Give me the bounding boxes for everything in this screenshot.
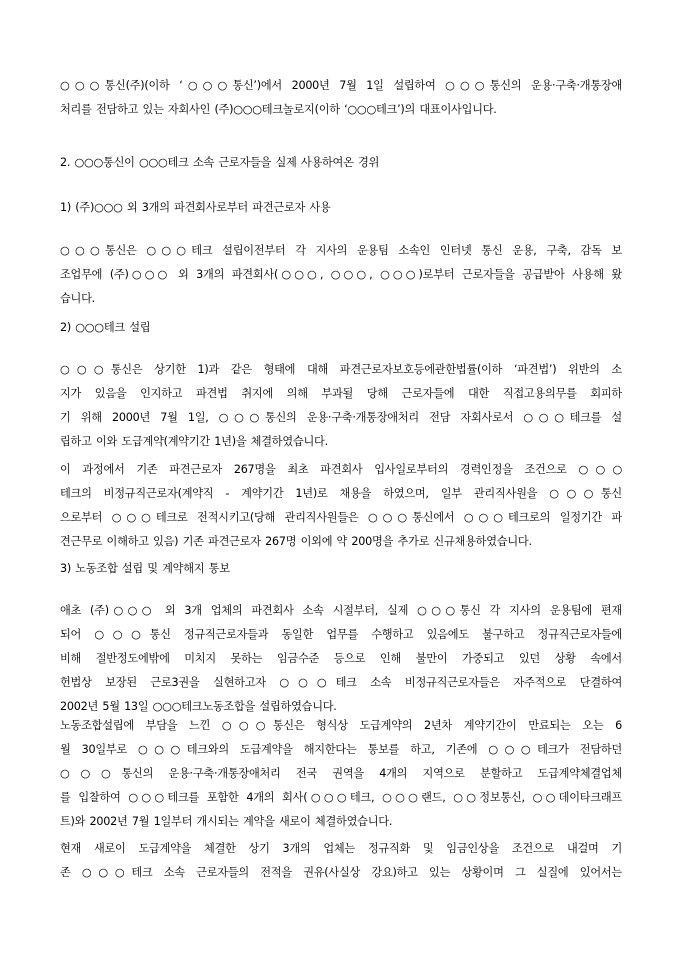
text-line: 트)와 2002년 7월 1일부터 개시되는 계약을 새로이 체결하였습니다. — [60, 815, 393, 828]
text-line: 이 과정에서 기존 파견근로자 267명을 최초 파견회사 입사일로부터의 경력인정을 조건으로 ○○○ — [60, 463, 622, 476]
text-line: 현재 새로이 도급계약을 체결한 상기 3개의 업체는 정규직화 및 임금인상을 조건으로 내걸며 기 — [60, 842, 622, 855]
text-line: 헌법상 보장된 근로3권을 실현하고자 ○○○테크 소속 비정규직근로자들은 자주적으로 단결하여 — [60, 676, 622, 689]
text-line: 존 ○○○테크 소속 근로자들의 전적을 권유(사실상 강요)하고 있는 상황이며 그 실질에 있어서는 — [60, 866, 622, 879]
paragraph-union-establishment — [60, 599, 622, 719]
paragraph-dispatch-usage — [60, 239, 622, 311]
text-line: 를 입찰하여 ○○○테크를 포함한 4개의 회사(○○○테크, ○○○랜드, ○○정보통신, ○○데이타크래프 — [60, 791, 622, 804]
paragraph-contract-termination — [60, 714, 622, 834]
text-line: 비해 절반정도에밖에 미치지 못하는 임금수준 등으로 인해 불만이 가중되고 있던 상황 속에서 — [60, 652, 622, 665]
text-line: 애초 (주)○○○ 외 3개 업체의 파견회사 소속 시절부터, 실제 ○○○통신 각 지사의 운용팀에 편재 — [60, 604, 622, 617]
text-line: 1) (주)○○○ 외 3개의 파견회사로부터 파견근로자 사용 — [60, 201, 331, 214]
text-line: 2. ○○○통신이 ○○○테크 소속 근로자들을 실제 사용하여온 경위 — [60, 156, 380, 169]
text-line: 견근무로 이해하고 있음) 기존 파견근로자 267명 이외에 약 200명을 추가로 신규채용하였습니다. — [60, 535, 532, 548]
paragraph-establishment — [60, 358, 622, 454]
text-line: 조업무에 (주)○○○ 외 3개의 파견회사(○○○, ○○○, ○○○)로부터 근로자들을 공급받아 사용해 왔 — [60, 268, 622, 281]
text-line: 처리를 전담하고 있는 자회사인 (주)○○○테크놀로지(이하 ‘○○○테크’)의 대표이사입니다. — [60, 103, 497, 116]
text-line: 습니다. — [60, 292, 95, 305]
text-line: 2002년 5월 13일 ○○○테크노동조합을 설립하였습니다. — [60, 700, 337, 713]
text-line: 립하고 이와 도급계약(계약기간 1년)을 체결하였습니다. — [60, 435, 328, 448]
text-line: 노동조합설립에 부담을 느낀 ○○○통신은 형식상 도급계약의 2년차 계약기간이 만료되는 오는 6 — [60, 719, 622, 732]
text-line: 기 위해 2000년 7월 1일, ○○○통신의 운용·구축·개통장애처리 전담 자회사로서 ○○○테크를 설 — [60, 411, 622, 424]
subheading-1 — [60, 196, 622, 220]
intro-paragraph — [60, 74, 622, 122]
text-line: ○○○통신은 ○○○테크 설립이전부터 각 지사의 운용팀 소속인 인터넷 통신 운용, 구축, 감독 보 — [60, 244, 622, 257]
text-line: 지가 있음을 인지하고 파견법 취지에 의해 부과될 당해 근로자들에 대한 직접고용의무를 회피하 — [60, 387, 622, 400]
text-line: 2) ○○○테크 설립 — [60, 321, 151, 334]
text-line: 으로부터 ○○○테크로 전적시키고(당해 관리직사원들은 ○○○통신에서 ○○○테크로의 일정기간 파 — [60, 511, 622, 524]
text-line: 3) 노동조합 설립 및 계약해지 통보 — [60, 562, 230, 575]
text-line: 테크의 비정규직근로자(계약직 - 계약기간 1년)로 채용을 하였으며, 일부 관리직사원을 ○○○통신 — [60, 487, 622, 500]
text-line: 되어 ○○○통신 정규직근로자들과 동일한 업무를 수행하고 있음에도 불구하고 정규직근로자들에 — [60, 628, 622, 641]
text-line: ○○○통신(주)(이하 ‘○○○통신’)에서 2000년 7월 1일 설립하여 ○○○통신의 운용·구축·개통장애 — [60, 79, 622, 92]
subheading-2 — [60, 316, 622, 340]
subheading-3 — [60, 557, 622, 581]
paragraph-current-situation — [60, 837, 622, 885]
paragraph-hiring-process — [60, 458, 622, 554]
text-line: ○○○통신의 운용·구축·개통장애처리 전국 권역을 4개의 지역으로 분할하고 도급계약체결업체 — [60, 767, 622, 780]
section-heading-2 — [60, 151, 622, 175]
text-line: 월 30일부로 ○○○테크와의 도급계약을 해지한다는 통보를 하고, 기존에 ○○○테크가 전담하던 — [60, 743, 622, 756]
text-line: ○○○통신은 상기한 1)과 같은 형태에 대해 파견근로자보호등에관한법률(이하 ‘파견법’) 위반의 소 — [60, 363, 622, 376]
